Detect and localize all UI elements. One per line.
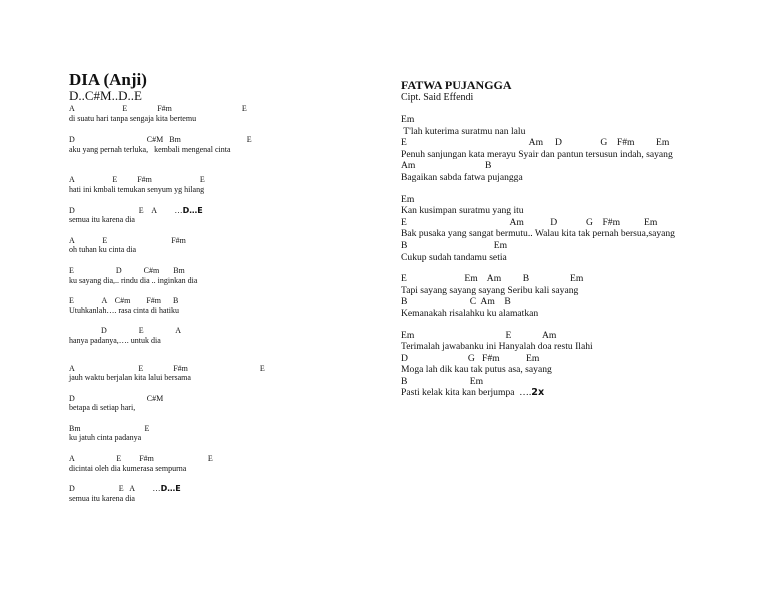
line-text: Moga lah dik kau tak putus asa, sayang xyxy=(401,364,552,376)
lyric-line xyxy=(69,215,369,225)
line-text: semua itu karena dia xyxy=(69,493,135,503)
lyric-line xyxy=(401,137,741,149)
line-text: A E F#m E xyxy=(69,454,213,464)
line-text: A E F#m xyxy=(69,235,186,245)
line-text: A E F#m E xyxy=(69,104,247,113)
bold-chord-mark: D…E xyxy=(182,205,203,215)
line-text: Kemanakah risalahku ku alamatkan xyxy=(401,307,539,319)
line-text: Em xyxy=(401,114,415,125)
line-text: D E A … xyxy=(69,484,161,494)
lyric-line xyxy=(69,245,369,255)
lyric-line xyxy=(69,373,369,383)
lyric-line xyxy=(69,145,369,155)
lyric-line xyxy=(401,205,741,217)
line-text: T'lah kuterima suratmu nan lalu xyxy=(401,125,526,137)
lyric-line xyxy=(401,341,741,353)
line-text: Tapi sayang sayang sayang Seribu kali sayang xyxy=(401,284,579,296)
line-text: E D C#m Bm xyxy=(69,265,185,275)
line-text: D E A xyxy=(69,326,181,336)
lyric-line xyxy=(401,285,741,297)
lyric-line xyxy=(69,206,369,216)
line-text: Em E Am xyxy=(401,329,557,341)
bold-chord-mark: 2x xyxy=(531,387,545,399)
line-text: E Am D G F#m Em xyxy=(401,137,670,149)
line-text: D G F#m Em xyxy=(401,352,540,364)
lyric-line xyxy=(401,308,741,320)
line-text: Kan kusimpan suratmu yang itu xyxy=(401,205,524,217)
lyric-line xyxy=(401,330,741,342)
line-text: Bm E xyxy=(69,423,150,433)
song-chord-intro: D..C#M..D..E xyxy=(69,88,142,103)
lyric-line xyxy=(401,172,741,184)
lyric-line xyxy=(401,252,741,264)
line-text: dicintai oleh dia kumerasa sempurna xyxy=(69,463,187,473)
line-text: D C#M xyxy=(69,393,164,403)
lyric-line xyxy=(401,160,741,172)
line-text: hanya padanya,…. untuk dia xyxy=(69,335,161,345)
line-text: Bak pusaka yang sangat bermutu.. Walau kita tak pernah bersua,sayang xyxy=(401,228,675,240)
line-text: Bagaikan sabda fatwa pujangga xyxy=(401,171,523,183)
lyric-line xyxy=(69,464,369,474)
line-text: D E A … xyxy=(69,205,183,215)
lyrics-block xyxy=(401,114,741,399)
song-left-dia xyxy=(69,70,369,503)
line-text: Am B xyxy=(401,160,492,172)
line-text: Utuhkanlah…. rasa cinta di hatiku xyxy=(69,305,179,315)
lyric-line xyxy=(401,387,741,399)
lyric-line xyxy=(69,424,369,434)
lyric-line xyxy=(69,306,369,316)
lyric-line xyxy=(401,126,741,138)
bold-chord-mark: D…E xyxy=(160,484,181,494)
line-text: hati ini kmbali temukan senyum yg hilang xyxy=(69,184,205,194)
lyric-line xyxy=(401,114,741,126)
lyric-line xyxy=(69,114,369,124)
lyric-line xyxy=(69,484,369,494)
lyric-line xyxy=(401,296,741,308)
line-text: Terimalah jawabanku ini Hanyalah doa restu Ilahi xyxy=(401,341,593,353)
line-text: ku jatuh cinta padanya xyxy=(69,433,142,443)
line-text: Penuh sanjungan kata merayu Syair dan pantun tersusun indah, sayang xyxy=(401,148,673,160)
line-text: E Em Am B Em xyxy=(401,273,584,285)
line-text: A E F#m E xyxy=(69,175,205,185)
line-text: jauh waktu berjalan kita lalui bersama xyxy=(69,373,191,383)
line-text: di suatu hari tanpa sengaja kita bertemu xyxy=(69,113,197,123)
line-text: semua itu karena dia xyxy=(69,215,135,225)
lyric-line xyxy=(401,273,741,285)
lyric-line xyxy=(69,266,369,276)
lyric-line xyxy=(401,376,741,388)
song-composer: Cipt. Said Effendi xyxy=(401,92,474,103)
lyric-line xyxy=(69,403,369,413)
lyric-line xyxy=(401,194,741,206)
lyric-line xyxy=(69,336,369,346)
lyric-line xyxy=(69,433,369,443)
lyric-line xyxy=(69,454,369,464)
lyric-line xyxy=(69,364,369,374)
lyric-line xyxy=(69,494,369,504)
lyric-line xyxy=(69,104,369,114)
song-right-fatwa-pujangga xyxy=(401,78,741,399)
line-text: E Am D G F#m Em xyxy=(401,216,658,228)
lyric-line xyxy=(69,296,369,306)
line-text: B Em xyxy=(401,239,508,251)
lyric-line xyxy=(69,175,369,185)
line-text: betapa di setiap hari, xyxy=(69,403,136,413)
song-title: DIA (Anji) xyxy=(69,70,147,89)
lyric-line xyxy=(69,185,369,195)
line-text: Pasti kelak kita kan berjumpa …. xyxy=(401,387,532,399)
lyric-line xyxy=(69,135,369,145)
line-text: B C Am B xyxy=(401,296,511,308)
line-text: Cukup sudah tandamu setia xyxy=(401,251,507,263)
lyric-line xyxy=(401,353,741,365)
lyric-line xyxy=(69,326,369,336)
lyric-line xyxy=(401,364,741,376)
lyric-line xyxy=(69,236,369,246)
lyric-line xyxy=(401,149,741,161)
lyric-line xyxy=(401,217,741,229)
line-text: D C#M Bm E xyxy=(69,135,252,145)
lyric-line xyxy=(401,240,741,252)
line-text: B Em xyxy=(401,375,484,387)
lyric-line xyxy=(69,394,369,404)
song-title: FATWA PUJANGGA xyxy=(401,78,512,92)
line-text: E A C#m F#m B xyxy=(69,296,179,306)
line-text: aku yang pernah terluka, kembali mengenal cinta xyxy=(69,144,231,154)
line-text: oh tuhan ku cinta dia xyxy=(69,245,137,255)
line-text: Em xyxy=(401,193,415,205)
lyrics-block xyxy=(69,104,369,503)
line-text: A E F#m E xyxy=(69,363,265,373)
lyric-line xyxy=(69,276,369,286)
lyric-line xyxy=(401,228,741,240)
line-text: ku sayang dia,.. rindu dia .. inginkan dia xyxy=(69,275,198,285)
